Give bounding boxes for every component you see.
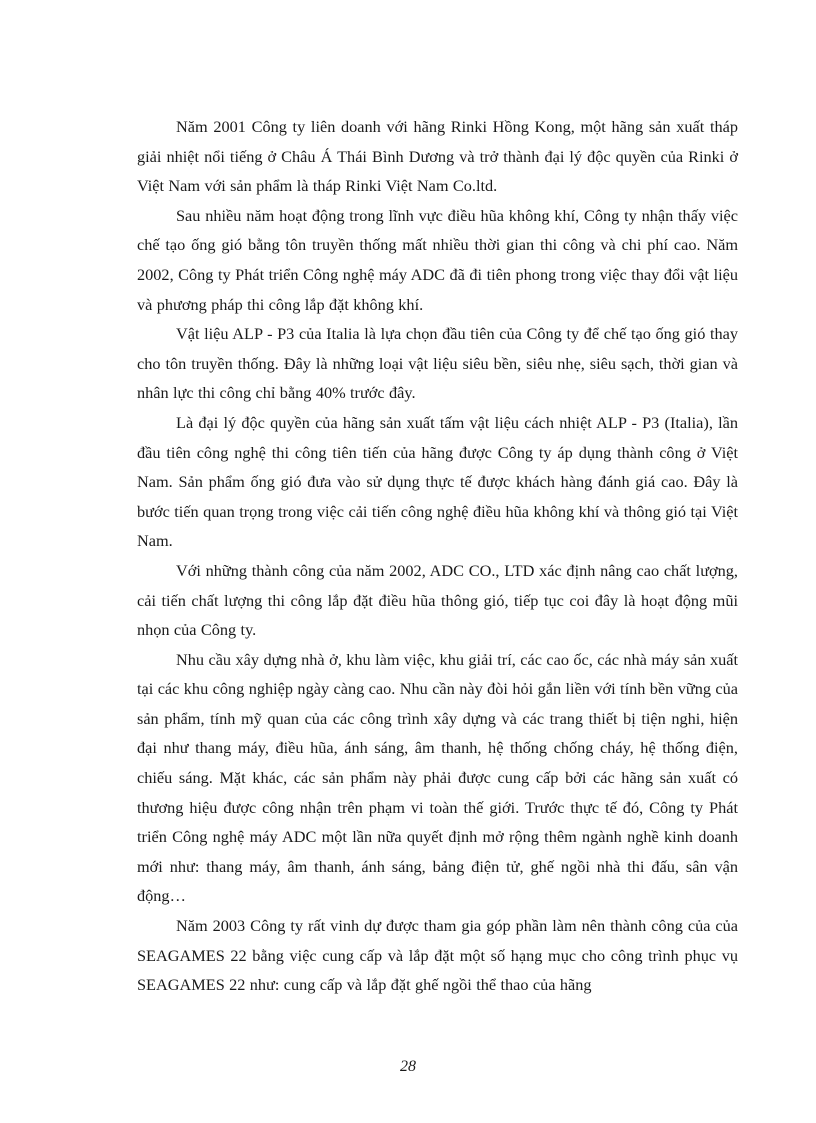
paragraph-rinki: Năm 2001 Công ty liên doanh với hãng Rinki Hồng Kong, một hãng sản xuất tháp giải nhiệt nổi tiếng ở Châu Á Thái Bình Dương và trở thành đại lý độc quyền của Rinki ở Việt Nam với sản phẩm là tháp Rinki Việt Nam Co.ltd. (137, 117, 738, 196)
page-body (137, 112, 738, 1000)
page-number: 28 (400, 1058, 416, 1075)
paragraph-seagames: Năm 2003 Công ty rất vinh dự được tham gia góp phần làm nên thành công của của SEAGAMES 22 bằng việc cung cấp và lắp đặt một số hạng mục cho công trình phục vụ SEAGAMES 22 như: cung cấp và lắp đặt ghế ngồi thể thao của hãng (137, 916, 738, 995)
paragraph-dai-ly: Là đại lý độc quyền của hãng sản xuất tấm vật liệu cách nhiệt ALP - P3 (Italia), lần đầu tiên công nghệ thi công tiên tiến của hãng được Công ty áp dụng thành công ở Việt Nam. Sản phẩm ống gió đưa vào sử dụng thực tế được khách hàng đánh giá cao. Đây là bước tiến quan trọng trong việc cải tiến công nghệ điều hũa không khí và thông gió tại Việt Nam. (137, 412, 738, 551)
paragraph-ong-gio: Sau nhiều năm hoạt động trong lĩnh vực điều hũa không khí, Công ty nhận thấy việc chế tạo ống gió bằng tôn truyền thống mất nhiều thời gian thi công và chi phí cao. Năm 2002, Công ty Phát triển Công nghệ máy ADC đã đi tiên phong trong việc thay đổi vật liệu và phương pháp thi công lắp đặt không khí. (137, 205, 738, 314)
paragraph-nhu-cau: Nhu cầu xây dựng nhà ở, khu làm việc, khu giải trí, các cao ốc, các nhà máy sản xuất tại các khu công nghiệp ngày càng cao. Nhu cần này đòi hỏi gắn liền với tính bền vững của sản phẩm, tính mỹ quan của các công trình xây dựng và các trang thiết bị tiện nghi, hiện đại như thang máy, điều hũa, ánh sáng, âm thanh, hệ thống chống cháy, hệ thống điện, chiếu sáng. Mặt khác, các sản phẩm này phải được cung cấp bởi các hãng sản xuất có thương hiệu được công nhận trên phạm vi toàn thế giới. Trước thực tế đó, Công ty Phát triển Công nghệ máy ADC một lần nữa quyết định mở rộng thêm ngành nghề kinh doanh mới như: thang máy, âm thanh, ánh sáng, bảng điện tử, ghế ngồi nhà thi đấu, sân vận động… (137, 649, 738, 906)
paragraph-alp-p3: Vật liệu ALP - P3 của Italia là lựa chọn đầu tiên của Công ty để chế tạo ống gió thay cho tôn truyền thống. Đây là những loại vật liệu siêu bền, siêu nhẹ, siêu sạch, thời gian và nhân lực thi công chỉ bằng 40% trước đây. (137, 324, 738, 403)
paragraph-thanh-cong-2002: Với những thành công của năm 2002, ADC CO., LTD xác định nâng cao chất lượng, cải tiến chất lượng thi công lắp đặt điều hũa thông gió, tiếp tục coi đây là hoạt động mũi nhọn của Công ty. (137, 560, 738, 640)
